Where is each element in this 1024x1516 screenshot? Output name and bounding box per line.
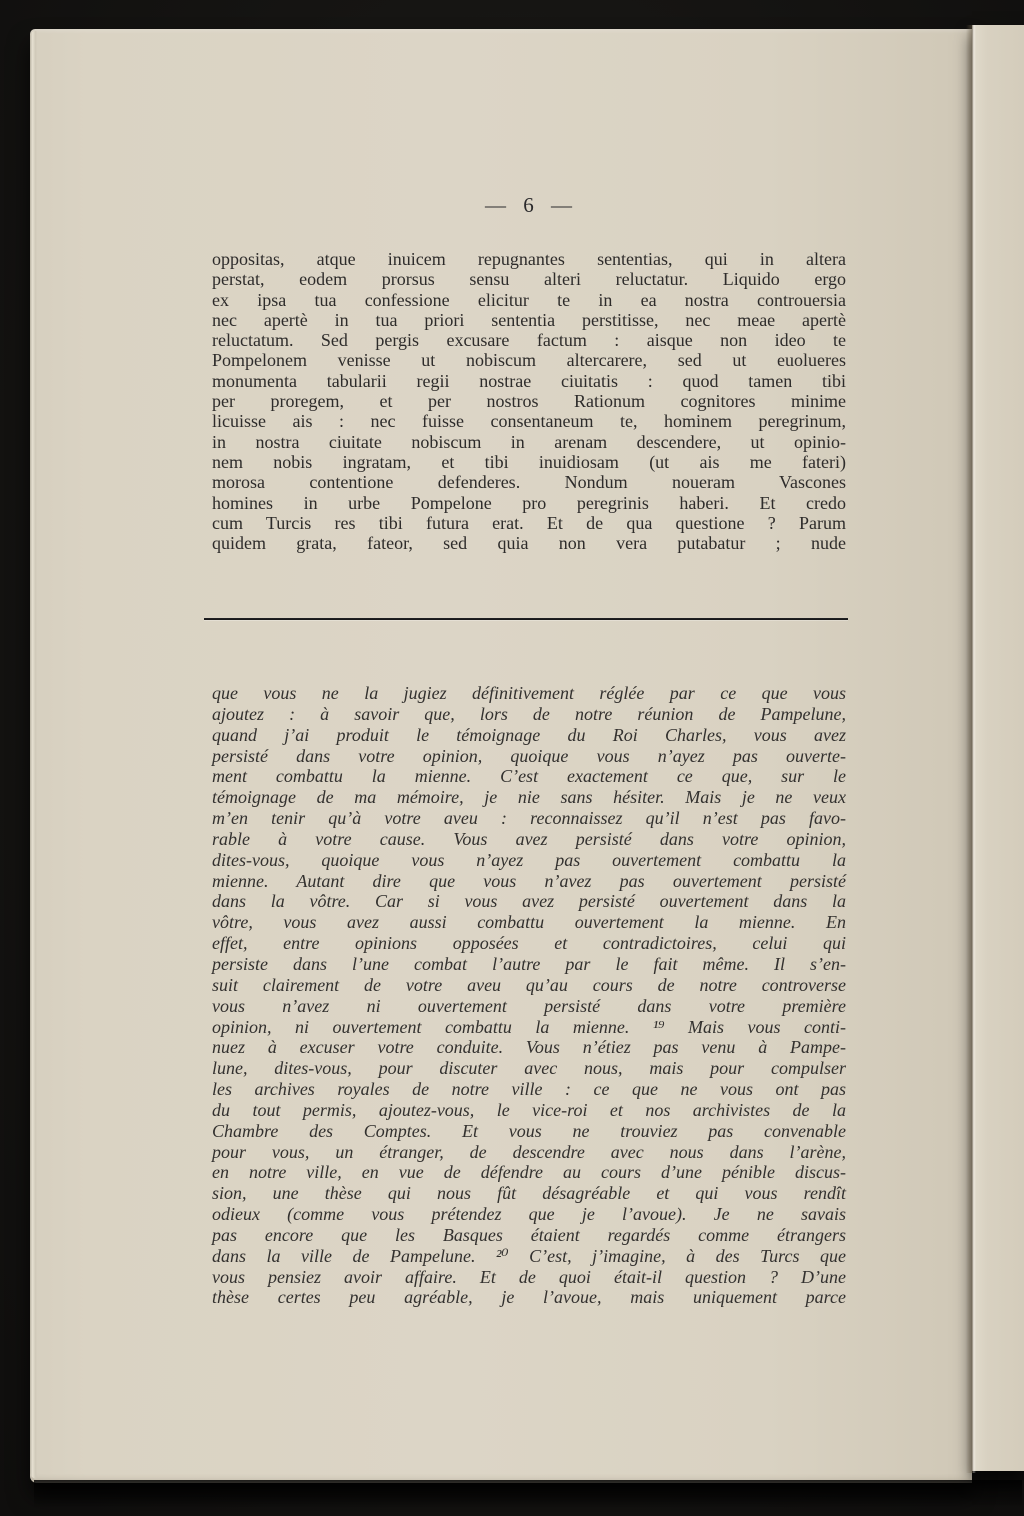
page-fold-crease [966, 25, 976, 1473]
french-text-line: pour vous, un étranger, de descendre avec nous dans l’arène, [212, 1141, 846, 1162]
french-text-line: lune, dites-vous, pour discuter avec nous, mais pour compulser [212, 1058, 846, 1079]
french-text-line: du tout permis, ajoutez-vous, le vice-roi et nos archivistes de la [212, 1099, 846, 1120]
latin-text-line: morosa contentione defenderes. Nondum noueram Vascones [212, 472, 846, 493]
french-text-line: effet, entre opinions opposées et contradictoires, celui qui [212, 933, 846, 954]
page-number: — 6 — [485, 193, 573, 217]
french-text-line: persisté dans votre opinion, quoique vous n’ayez pas ouverte- [212, 745, 846, 766]
french-text-line: ajoutez : à savoir que, lors de notre réunion de Pampelune, [212, 703, 846, 724]
divider-rule [204, 618, 848, 620]
french-text-line: rable à votre cause. Vous avez persisté dans votre opinion, [212, 828, 846, 849]
latin-text-line: Pompelonem venisse ut nobiscum altercarere, sed ut euolueres [212, 350, 846, 371]
latin-text-line: nem nobis ingratam, et tibi inuidiosam (ut ais me fateri) [212, 451, 846, 472]
page-bottom-shadow [34, 1480, 1022, 1508]
latin-text-line: in nostra ciuitate nobiscum in arenam descendere, ut opinio- [212, 431, 846, 452]
french-text-line: en notre ville, en vue de défendre au cours d’une pénible discus- [212, 1162, 846, 1183]
french-text-line: mienne. Autant dire que vous n’avez pas ouvertement persisté [212, 870, 846, 891]
french-text-line: témoignage de ma mémoire, je nie sans hésiter. Mais je ne veux [212, 787, 846, 808]
latin-text-line: reluctatum. Sed pergis excusare factum : aisque non ideo te [212, 330, 846, 351]
french-text-line: vôtre, vous avez aussi combattu ouvertement la mienne. En [212, 912, 846, 933]
french-text-line: Chambre des Comptes. Et vous ne trouviez pas convenable [212, 1120, 846, 1141]
french-text-line: sion, une thèse qui nous fût désagréable et qui vous rendît [212, 1183, 846, 1204]
french-text-line: persiste dans l’une combat l’autre par le fait même. Il s’en- [212, 953, 846, 974]
french-text-line: dites-vous, quoique vous n’ayez pas ouvertement combattu la [212, 849, 846, 870]
french-text-line: ment combattu la mienne. C’est exactement ce que, sur le [212, 766, 846, 787]
french-text-line: quand j’ai produit le témoignage du Roi Charles, vous avez [212, 724, 846, 745]
latin-text-line: quidem grata, fateor, sed quia non vera putabatur ; nude [212, 533, 846, 554]
page-stack-edge [30, 31, 37, 1479]
latin-text-line: cum Turcis res tibi futura erat. Et de qua questione ? Parum [212, 512, 846, 533]
latin-text-block [212, 249, 846, 553]
french-text-line: vous n’avez ni ouvertement persisté dans votre première [212, 995, 846, 1016]
french-text-line: suit clairement de votre aveu qu’au cours de notre controverse [212, 974, 846, 995]
latin-text-line: licuisse ais : nec fuisse consentaneum te, hominem peregrinum, [212, 411, 846, 432]
french-text-line: thèse certes peu agréable, je l’avoue, mais uniquement parce [212, 1287, 846, 1308]
french-text-line: que vous ne la jugiez définitivement réglée par ce que vous [212, 683, 846, 703]
french-text-line: pas encore que les Basques étaient regardés comme étrangers [212, 1224, 846, 1245]
french-text-line: opinion, ni ouvertement combattu la mienne. ¹⁹ Mais vous conti- [212, 1016, 846, 1037]
latin-text-line: ex ipsa tua confessione elicitur te in ea nostra controuersia [212, 289, 846, 310]
french-text-line: les archives royales de notre ville : ce que ne vous ont pas [212, 1079, 846, 1100]
latin-text-line: per proregem, et per nostros Rationum cognitores minime [212, 391, 846, 412]
french-text-line: nuez à excuser votre conduite. Vous n’étiez pas venu à Pampe- [212, 1037, 846, 1058]
adjacent-page-edge [972, 25, 1024, 1471]
french-text-line: dans la ville de Pampelune. ²⁰ C’est, j’imagine, à des Turcs que [212, 1245, 846, 1266]
latin-text-line: oppositas, atque inuicem repugnantes sententias, qui in altera [212, 249, 846, 269]
latin-text-line: perstat, eodem prorsus sensu alteri reluctatur. Liquido ergo [212, 269, 846, 290]
french-text-line: odieux (comme vous prétendez que je l’avoue). Je ne savais [212, 1204, 846, 1225]
french-text-block [212, 683, 846, 1308]
latin-text-line: monumenta tabularii regii nostrae ciuitatis : quod tamen tibi [212, 370, 846, 391]
latin-text-line: nec apertè in tua priori sententia perstitisse, nec meae apertè [212, 309, 846, 330]
french-text-line: m’en tenir qu’à votre aveu : reconnaissez qu’il n’est pas favo- [212, 808, 846, 829]
french-text-line: dans la vôtre. Car si vous avez persisté ouvertement dans la [212, 891, 846, 912]
french-text-line: vous pensiez avoir affaire. Et de quoi était-il question ? D’une [212, 1266, 846, 1287]
latin-text-line: homines in urbe Pompelone pro peregrinis haberi. Et credo [212, 492, 846, 513]
